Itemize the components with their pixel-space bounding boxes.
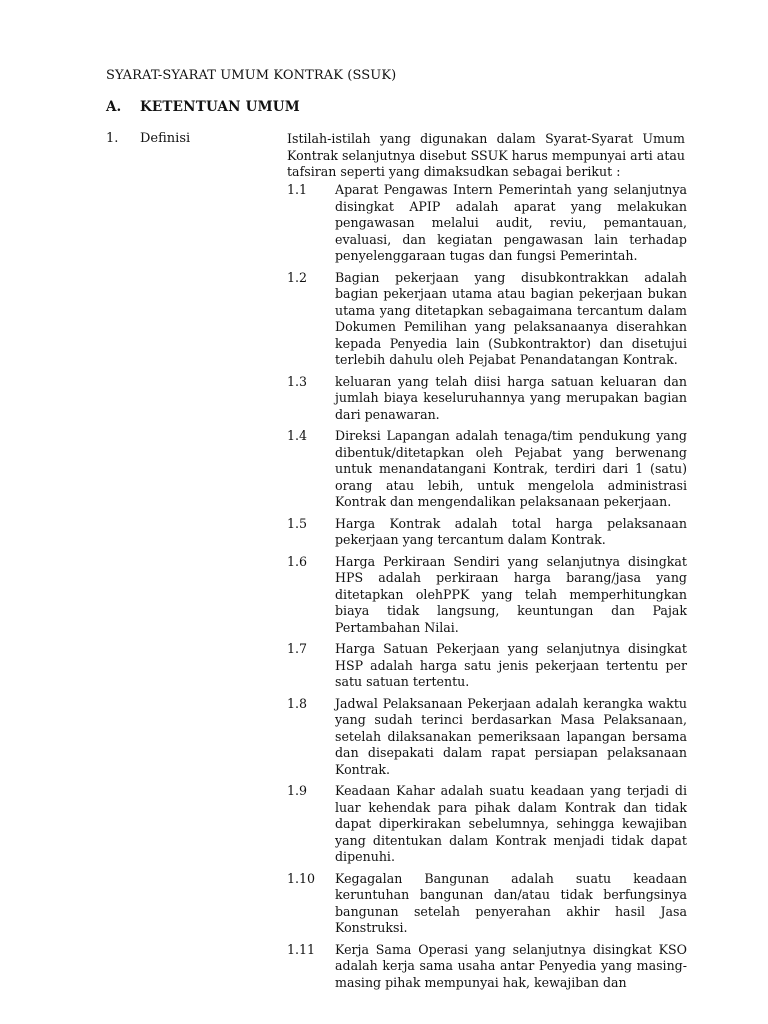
definition-text: Kegagalan Bangunan adalah suatu keadaan keruntuhan bangunan dan/atau tidak berfungsinya bangunan setelah penyerahan akhir hasil Jasa Konstruksi.	[335, 870, 687, 935]
definition-number: 1.2	[287, 269, 308, 285]
definition-text: Kerja Sama Operasi yang selanjutnya disingkat KSO adalah kerja sama usaha antar Penyedia yang masing-masing pihak mempunyai hak, kewajiban dan	[335, 941, 687, 990]
definition-number: 1.5	[287, 515, 308, 531]
definition-number: 1.1	[287, 182, 308, 197]
definition-item	[287, 942, 687, 992]
definition-text: Aparat Pengawas Intern Pemerintah yang selanjutnya disingkat APIP adalah aparat yang melakukan pengawasan melalui audit, reviu, pemantauan, evaluasi, dan kegiatan pengawasan lain terhadap penyelenggaraan tugas dan fungsi Pemerintah.	[335, 182, 687, 263]
section-number: A.	[106, 99, 122, 115]
definition-text: Jadwal Pelaksanaan Pekerjaan adalah kerangka waktu yang sudah terinci berdasarkan Masa Pelaksanaan, setelah dilaksanakan pemeriksaan lapangan bersama dan disepakati dalam rapat persiapan pelaksanaan Kontrak.	[335, 695, 687, 777]
definition-text: Harga Satuan Pekerjaan yang selanjutnya disingkat HSP adalah harga satu jenis pekerjaan tertentu per satu satuan tertentu.	[335, 641, 687, 689]
definition-item	[287, 516, 687, 549]
definition-item	[287, 374, 687, 424]
definition-number: 1.10	[287, 870, 316, 886]
document-title: SYARAT-SYARAT UMUM KONTRAK (SSUK)	[106, 68, 397, 83]
definition-text: Direksi Lapangan adalah tenaga/tim pendukung yang dibentuk/ditetapkan oleh Pejabat yang berwenang untuk menandatangani Kontrak, terdiri dari 1 (satu) orang atau lebih, untuk mengelola administrasi Kontrak dan mengendalikan pelaksanaan pekerjaan.	[335, 428, 687, 509]
definition-number: 1.4	[287, 428, 308, 443]
definition-item	[287, 182, 687, 265]
definition-number: 1.11	[287, 941, 316, 957]
definition-number: 1.8	[287, 695, 308, 711]
definition-item	[287, 554, 687, 637]
definitions-intro: Istilah-istilah yang digunakan dalam Syarat-Syarat Umum Kontrak selanjutnya disebut SSUK harus mempunyai arti atau tafsiran seperti yang dimaksudkan sebagai berikut :	[287, 131, 685, 179]
definition-text: Harga Perkiraan Sendiri yang selanjutnya disingkat HPS adalah perkiraan harga barang/jasa yang ditetapkan olehPPK yang telah memperhitungkan biaya tidak langsung, keuntungan dan Pajak Pertambahan Nilai.	[335, 553, 687, 635]
definition-text: keluaran yang telah diisi harga satuan keluaran dan jumlah biaya keseluruhannya yang merupakan bagian dari penawaran.	[335, 373, 687, 422]
section-title: KETENTUAN UMUM	[140, 99, 300, 115]
item-label: Definisi	[140, 131, 191, 146]
definition-number: 1.6	[287, 553, 308, 569]
definition-item	[287, 270, 687, 369]
definition-item	[287, 428, 687, 511]
definition-text: Bagian pekerjaan yang disubkontrakkan adalah bagian pekerjaan utama atau bagian pekerjaan bukan utama yang ditetapkan sebagaimana tercantum dalam Dokumen Pemilihan yang pelaksanaanya diserahkan kepada Penyedia lain (Subkontraktor) dan disetujui terlebih dahulu oleh Pejabat Penandatangan Kontrak.	[335, 269, 687, 367]
definition-item	[287, 871, 687, 937]
definition-item	[287, 783, 687, 866]
definition-text: Keadaan Kahar adalah suatu keadaan yang terjadi di luar kehendak para pihak dalam Kontrak dan tidak dapat diperkirakan sebelumnya, sehingga kewajiban yang ditentukan dalam Kontrak menjadi tidak dapat dipenuhi.	[335, 783, 687, 864]
definitions-list	[287, 182, 687, 996]
definition-number: 1.3	[287, 373, 308, 389]
definition-number: 1.9	[287, 783, 308, 798]
definition-text: Harga Kontrak adalah total harga pelaksanaan pekerjaan yang tercantum dalam Kontrak.	[335, 515, 687, 547]
definition-item	[287, 641, 687, 691]
definition-item	[287, 696, 687, 779]
item-number: 1.	[106, 131, 119, 146]
definition-number: 1.7	[287, 641, 308, 656]
